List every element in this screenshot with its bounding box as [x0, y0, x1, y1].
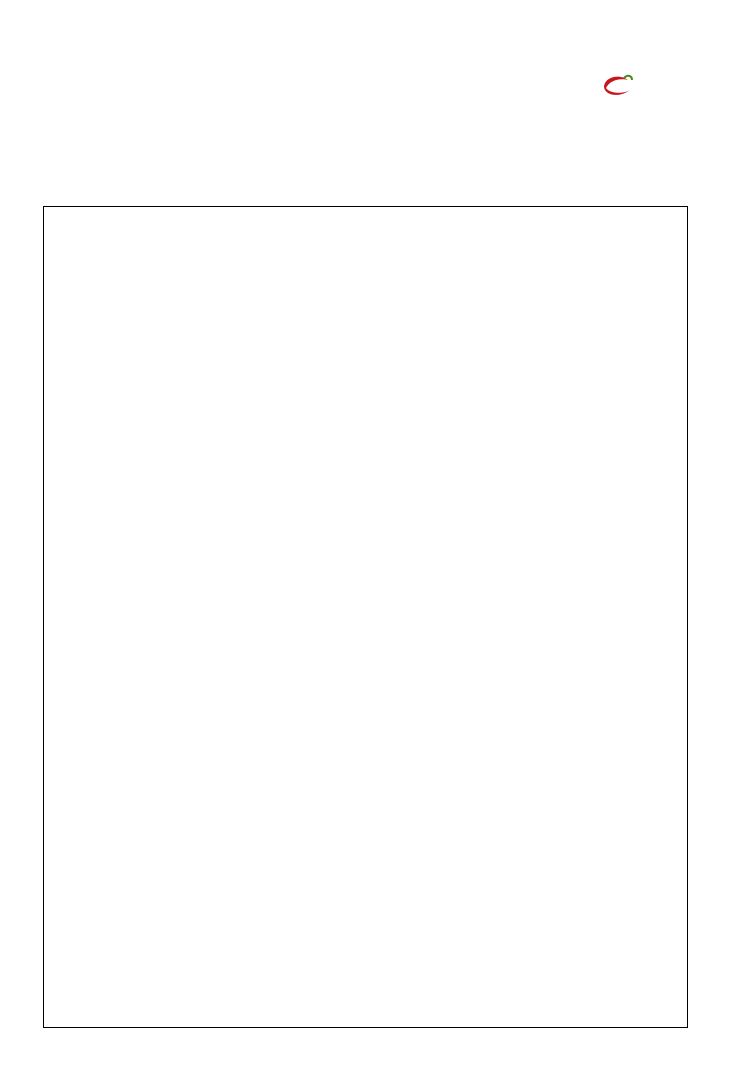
qr-code [600, 120, 662, 182]
chili-hunter-logo [598, 72, 690, 98]
order-sheet [43, 206, 688, 1028]
